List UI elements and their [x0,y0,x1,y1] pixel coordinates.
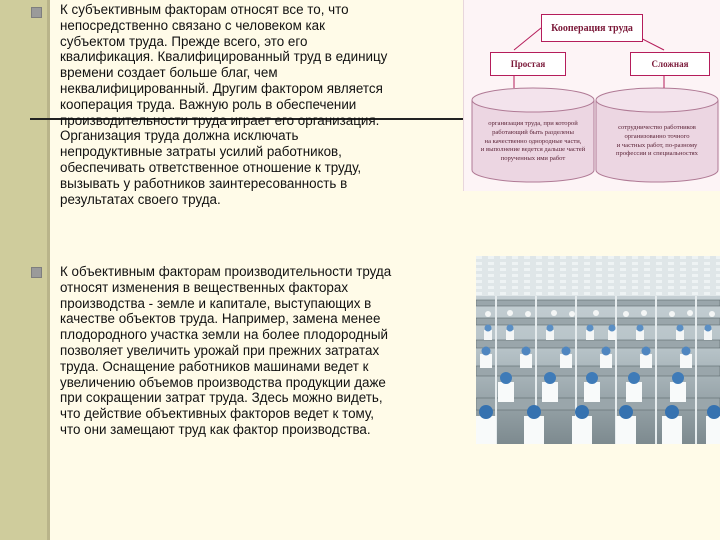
paragraph-subjective-factors: К субъективным факторам относят все то, что непосредственно связано с человеком как субъектом труда. Прежде всего, это его квалификация. Квалифицированный труд в единицу времени создает больше благ, чем неквалифицированный. Другим фактором является кооперация труда. Важную роль в обеспечении производительности труда играет его организация. Организация труда должна исключать непродуктивные затраты усилий работников, обеспечивать ответственное отношение к труду, вызывать у работников заинтересованность в результатах своего труда. [60,2,388,207]
simple-cooperation-description: организация труда, при которой работающий быть разделены на качественно однородные части, и выполнение ведется дальше частей порученных ими работ [480,120,586,163]
cylinder-left [472,100,594,192]
factory-photo-drawing [476,256,720,444]
complex-cooperation-description: сотрудничество работников организованно точного и частных работ, по-разному профессии и специальностях [616,124,698,158]
cooperation-diagram [463,0,720,191]
bullet-square-icon [31,267,42,278]
left-sidebar-edge [47,0,50,540]
paragraph-objective-factors: К объективным факторам производительности труда относят изменения в вещественных факторах производства - земле и капитале, выступающих в качестве объектов труда. Например, замена менее плодородного участка земли на более плодородный позволяет увеличить урожай при прежних затратах труда. Оснащение работников машинами ведет к увеличению объемов производства продукции даже при сокращении затрат труда. Здесь можно видеть, что действие объективных факторов ведет к тому, что они замещают труд как фактор производства. [60,264,392,437]
diagram-title-box: Кооперация труда [541,14,643,42]
cylinder-right [596,100,718,192]
complex-cooperation-box: Сложная [630,52,710,76]
factory-workers-photo [476,256,720,444]
simple-cooperation-box: Простая [490,52,566,76]
bullet-square-icon [31,7,42,18]
